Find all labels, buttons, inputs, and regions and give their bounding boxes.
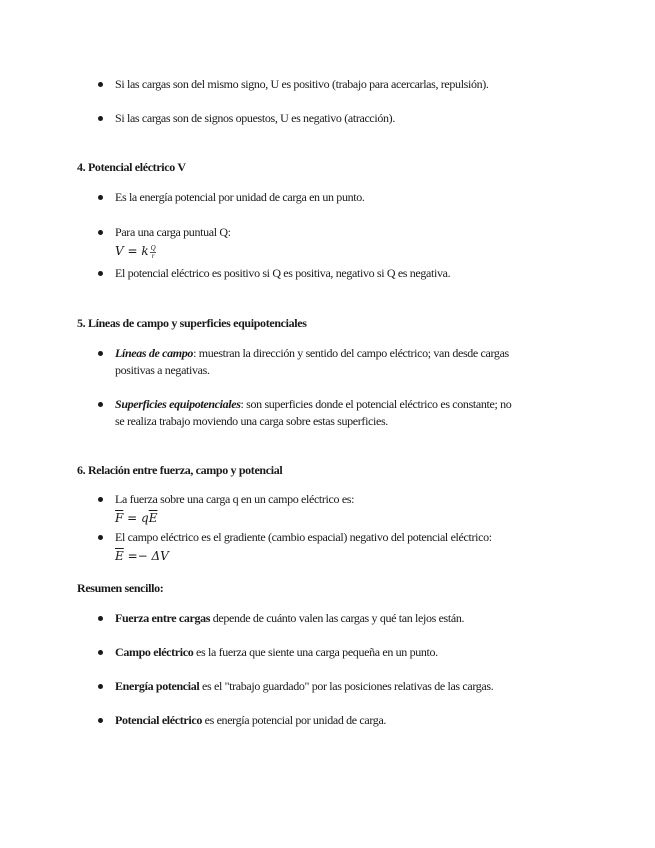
section-5-bullet-2 [115, 396, 511, 413]
bullet-dot [98, 650, 103, 655]
summary-term: Campo eléctrico [115, 645, 194, 659]
summary-text: es energía potencial por unidad de carga. [201, 713, 387, 727]
formula-f-vector: $\overline{F}$ [115, 511, 124, 525]
bullet-dot [98, 82, 103, 87]
section-6-bullet-1: La fuerza sobre una carga q en un campo eléctrico es: [115, 492, 355, 506]
section-6-heading: 6. Relación entre fuerza, campo y potencial [77, 463, 283, 477]
gradient-formula [115, 548, 169, 565]
bullet-text: : son superficies donde el potencial eléctrico es constante; no [240, 397, 512, 411]
summary-text: es el "trabajo guardado" por las posiciones relativas de las cargas. [199, 679, 494, 693]
formula-e-vector: $\overline{E}$ [148, 511, 158, 525]
summary-heading: Resumen sencillo: [77, 581, 164, 595]
intro-bullet-1: Si las cargas son del mismo signo, U es positivo (trabajo para acercarlas, repulsión). [115, 77, 489, 91]
bullet-dot [98, 535, 103, 540]
section-4-bullet-1: Es la energía potencial por unidad de carga en un punto. [115, 190, 365, 204]
force-formula [115, 510, 157, 527]
term-lineas-de-campo: Líneas de campo [115, 346, 194, 360]
formula-lhs: V = k [115, 244, 149, 258]
bullet-dot [98, 718, 103, 723]
summary-text: es la fuerza que siente una carga pequeña en un punto. [193, 645, 438, 659]
summary-term: Energía potencial [115, 679, 200, 693]
section-6-bullet-2: El campo eléctrico es el gradiente (cambio espacial) negativo del potencial eléctrico: [115, 530, 492, 544]
summary-item-1 [115, 610, 464, 627]
section-5-bullet-1-cont: positivas a negativas. [115, 363, 210, 377]
summary-term: Fuerza entre cargas [115, 611, 211, 625]
bullet-dot [98, 351, 103, 356]
intro-bullet-2: Si las cargas son de signos opuestos, U es negativo (atracción). [115, 111, 395, 125]
bullet-dot [98, 684, 103, 689]
section-4-bullet-2: Para una carga puntual Q: [115, 225, 231, 239]
summary-item-4 [115, 712, 386, 729]
formula-neg-grad-v: =− ΔV [123, 549, 169, 563]
section-5-heading: 5. Líneas de campo y superficies equipotenciales [77, 316, 307, 330]
summary-item-2 [115, 644, 438, 661]
potential-formula [115, 243, 156, 260]
formula-equals-q: = q [123, 511, 149, 525]
formula-e-vector: $\overline{E}$ [115, 549, 124, 563]
section-5-bullet-2-cont: se realiza trabajo moviendo una carga sobre estas superficies. [115, 414, 388, 428]
bullet-dot [98, 195, 103, 200]
bullet-dot [98, 402, 103, 407]
bullet-text: : muestran la dirección y sentido del campo eléctrico; van desde cargas [193, 346, 509, 360]
formula-numerator: Q [150, 243, 156, 252]
section-5-bullet-1 [115, 345, 509, 362]
bullet-dot [98, 230, 103, 235]
formula-denominator: r [151, 251, 155, 260]
section-4-heading: 4. Potencial eléctrico V [77, 160, 186, 174]
summary-item-3 [115, 678, 493, 695]
summary-text: depende de cuánto valen las cargas y qué tan lejos están. [210, 611, 465, 625]
section-4-bullet-3: El potencial eléctrico es positivo si Q es positiva, negativo si Q es negativa. [115, 266, 451, 280]
bullet-dot [98, 116, 103, 121]
term-superficies-equipotenciales: Superficies equipotenciales [115, 397, 241, 411]
bullet-dot [98, 616, 103, 621]
formula-fraction [150, 245, 157, 260]
bullet-dot [98, 497, 103, 502]
summary-term: Potencial eléctrico [115, 713, 202, 727]
bullet-dot [98, 271, 103, 276]
